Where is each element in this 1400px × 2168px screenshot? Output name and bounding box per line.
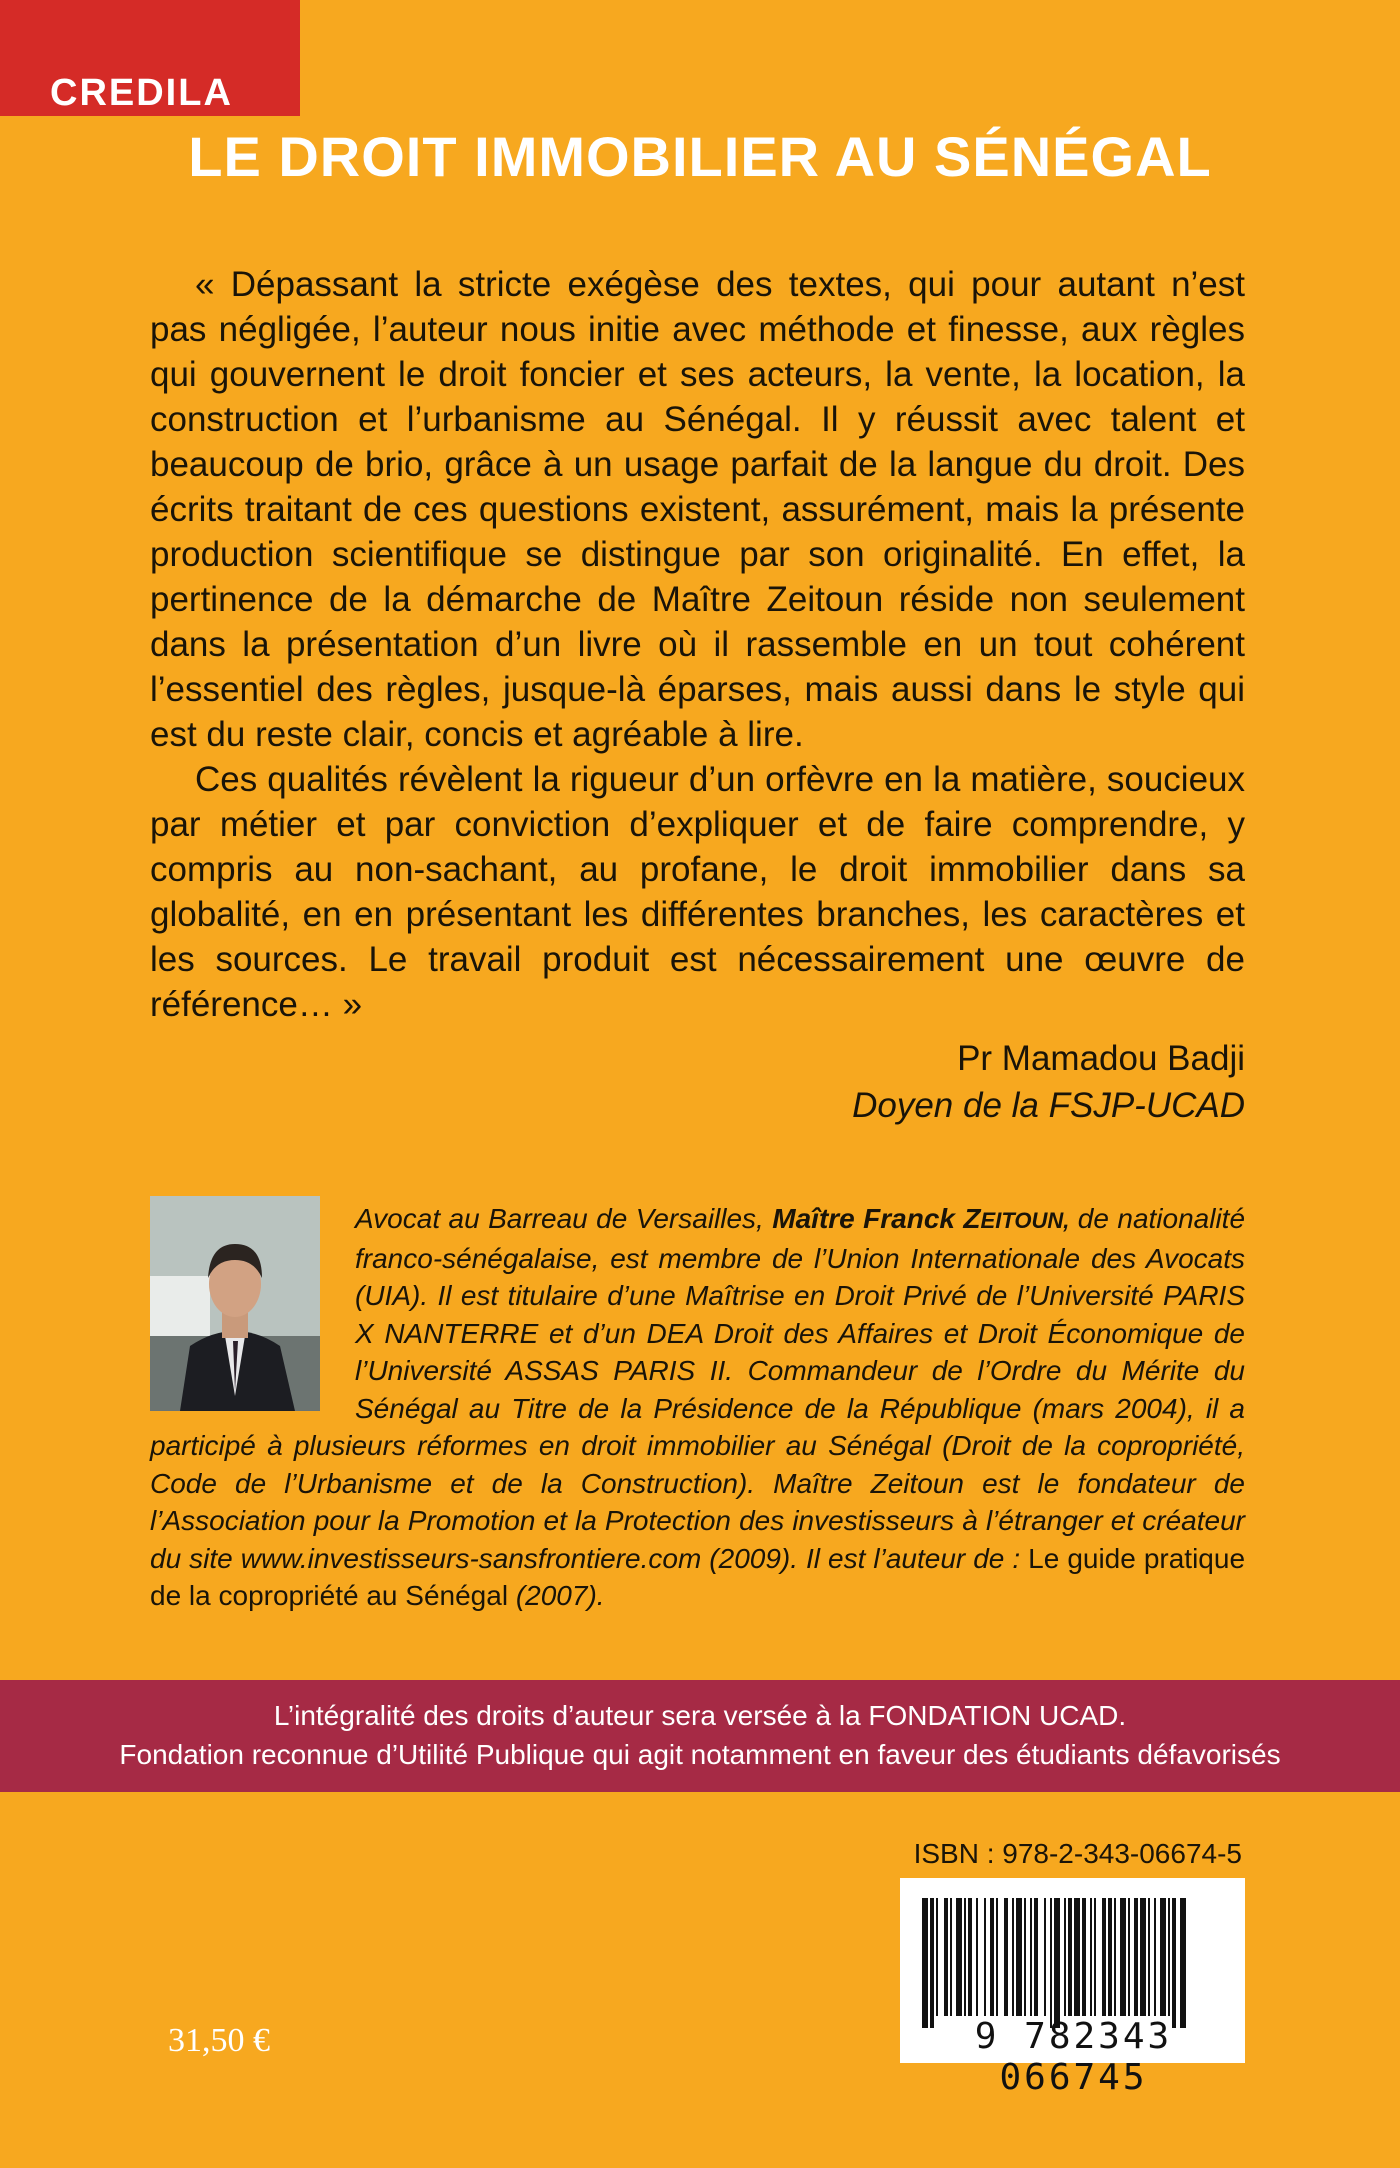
barcode-bar bbox=[1054, 1898, 1060, 2028]
bio-author-name bbox=[772, 1203, 1069, 1234]
barcode-bar bbox=[964, 1898, 966, 2016]
bio-book-title: Le guide pratique de la copropriété au Sénégal bbox=[150, 1542, 1246, 1611]
book-title: LE DROIT IMMOBILIER AU SÉNÉGAL bbox=[188, 125, 1212, 188]
barcode-bar bbox=[1030, 1898, 1032, 2016]
barcode-bar bbox=[1074, 1898, 1080, 2016]
foundation-banner bbox=[0, 1680, 1400, 1792]
author-biography bbox=[150, 1200, 1245, 1615]
bio-author-name-last: EITOUN, bbox=[980, 1208, 1070, 1233]
barcode-bar bbox=[996, 1898, 998, 2016]
barcode-bar bbox=[950, 1898, 952, 2016]
barcode-bar bbox=[944, 1898, 948, 2016]
barcode-bar bbox=[1134, 1898, 1138, 2016]
barcode-bar bbox=[1172, 1898, 1176, 2028]
barcode-bar bbox=[968, 1898, 972, 2016]
barcode-bar bbox=[1016, 1898, 1022, 2016]
barcode-bar bbox=[956, 1898, 962, 2016]
foundation-line-1: L’intégralité des droits d’auteur sera versée à la FONDATION UCAD. bbox=[273, 1700, 1127, 1731]
barcode-bar bbox=[990, 1898, 994, 2016]
barcode-bar bbox=[1064, 1898, 1066, 2016]
barcode-bar bbox=[1068, 1898, 1072, 2016]
barcode-bar bbox=[1090, 1898, 1092, 2016]
barcode-bar bbox=[936, 1898, 938, 2016]
price: 31,50 € bbox=[168, 2022, 270, 2059]
barcode-bar bbox=[1024, 1898, 1026, 2016]
barcode-bar bbox=[1180, 1898, 1186, 2028]
quote-paragraph-1: « Dépassant la stricte exégèse des textes, qui pour autant n’est pas négligée, l’auteur nous initie avec méthode et finesse, aux règles qui gouvernent le droit foncier et ses acteurs, la vente, la location, la construction et l’urbanisme au Sénégal. Il y réussit avec talent et beaucoup de brio, grâce à un usage parfait de la langue du droit. Des écrits traitant de ces questions existent, assurément, mais la présente production scientifique se distingue par son originalité. En effet, la pertinence de la démarche de Maître Zeitoun réside non seulement dans la présentation d’un livre où il rassemble en un tout cohérent l’essentiel des règles, jusque-là éparses, mais aussi dans le style qui est du reste clair, concis et agréable à lire. bbox=[150, 265, 1245, 754]
barcode-digits: 9 782343 066745 bbox=[974, 2016, 1173, 2098]
bio-body: de nationalité franco-sénégalaise, est membre de l’Union Internationale des Avocats (UIA). Il est titulaire d’une Maîtrise en Droit Privé de l’Université PARIS X NANTERRE et d’un DEA Droit des Affaires et Droit Économique de l’Université ASSAS PARIS II. Commandeur de l’Ordre du Mérite du Sénégal au Titre de la Présidence de la République (mars 2004), il a participé à plusieurs réformes en droit immobilier au Sénégal (Droit de la copropriété, Code de l’Urbanisme et de la Construction). Maître Zeitoun est le fondateur de l’Association pour la Promotion et la Protection des investisseurs à l’étranger et créateur du site www.investisseurs-sansfrontiere.com (2009). Il est l’auteur de : bbox=[150, 1203, 1246, 1574]
photo-spacer bbox=[150, 1200, 355, 1426]
barcode-bar bbox=[1102, 1898, 1106, 2016]
bio-book-year: (2007). bbox=[515, 1580, 605, 1611]
barcode-bar bbox=[1114, 1898, 1116, 2016]
barcode-bar bbox=[1148, 1898, 1150, 2016]
barcode-bar bbox=[1012, 1898, 1014, 2016]
barcode-bar bbox=[1044, 1898, 1046, 2016]
barcode-bar bbox=[1004, 1898, 1008, 2016]
barcode-bar bbox=[1120, 1898, 1126, 2016]
quote-signature bbox=[852, 1035, 1245, 1129]
barcode-bar bbox=[976, 1898, 978, 2016]
isbn-label: ISBN : 978-2-343-06674-5 bbox=[913, 1838, 1242, 1869]
barcode-bar bbox=[1140, 1898, 1146, 2016]
bio-intro: Avocat au Barreau de Versailles, bbox=[355, 1203, 764, 1234]
barcode-bar bbox=[930, 1898, 934, 2028]
barcode-bar bbox=[1082, 1898, 1086, 2016]
barcode-bar bbox=[1128, 1898, 1130, 2016]
bio-author-name-first: Maître Franck Z bbox=[772, 1203, 981, 1234]
foundation-line-2: Fondation reconnue d’Utilité Publique qui agit notamment en faveur des étudiants défavorisés bbox=[119, 1739, 1281, 1770]
barcode-bar bbox=[922, 1898, 928, 2028]
back-cover-quote bbox=[150, 262, 1245, 1027]
barcode-bar bbox=[1168, 1898, 1170, 2016]
barcode bbox=[900, 1878, 1245, 2098]
quote-author-role: Doyen de la FSJP-UCAD bbox=[852, 1086, 1245, 1125]
barcode-bar bbox=[1034, 1898, 1038, 2016]
barcode-bar bbox=[1154, 1898, 1156, 2016]
barcode-bar bbox=[1160, 1898, 1166, 2016]
barcode-bar bbox=[1108, 1898, 1112, 2016]
barcode-bar bbox=[1094, 1898, 1096, 2016]
barcode-bar bbox=[1050, 1898, 1052, 2028]
quote-author: Pr Mamadou Badji bbox=[957, 1039, 1245, 1078]
quote-paragraph-2: Ces qualités révèlent la rigueur d’un orfèvre en la matière, soucieux par métier et par conviction d’expliquer et de faire comprendre, y compris au non-sachant, au profane, le droit immobilier dans sa globalité, en en présentant les différentes branches, les caractères et les sources. Le travail produit est nécessairement une œuvre de référence… » bbox=[150, 760, 1245, 1024]
publisher-logo: CREDILA bbox=[50, 72, 233, 114]
barcode-bar bbox=[984, 1898, 986, 2016]
